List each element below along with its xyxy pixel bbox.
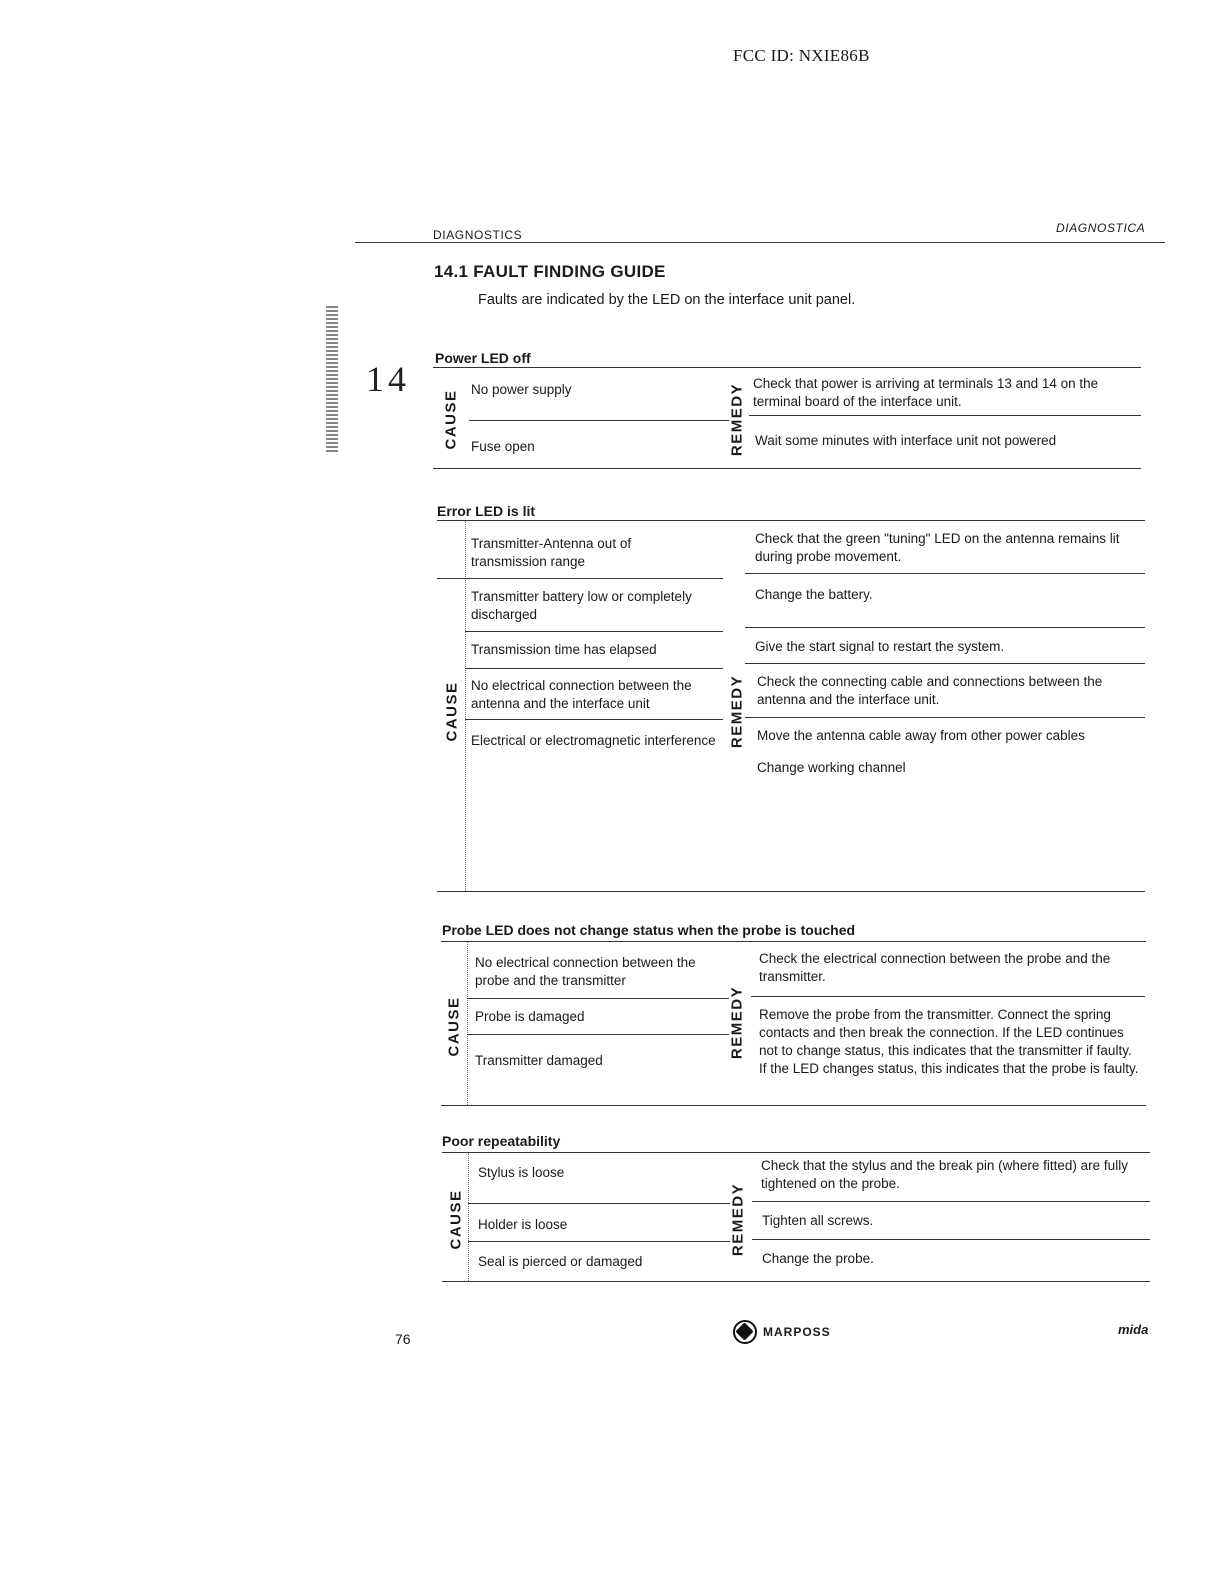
row-divider xyxy=(752,1239,1150,1240)
cause-label: CAUSE xyxy=(447,1189,465,1250)
row-divider xyxy=(745,717,1145,718)
remedy-item: Wait some minutes with interface unit not powered xyxy=(755,433,1057,448)
header-right-label: DIAGNOSTICA xyxy=(1056,221,1146,235)
margin-rule xyxy=(468,1153,470,1281)
remedy-item: Change the battery. xyxy=(755,587,873,602)
row-divider xyxy=(751,996,1145,997)
row-divider xyxy=(437,578,723,579)
cause-item: Fuse open xyxy=(471,439,535,454)
cause-label: CAUSE xyxy=(443,681,461,742)
header-rule xyxy=(355,242,1165,243)
page-number: 76 xyxy=(395,1331,411,1347)
probe-led-title: Probe LED does not change status when the probe is touched xyxy=(442,922,856,938)
row-divider xyxy=(752,1201,1150,1202)
cause-item: Transmission time has elapsed xyxy=(471,642,657,657)
remedy-item: Check the electrical connection between the probe and the transmitter. xyxy=(759,951,1111,984)
section-intro: Faults are indicated by the LED on the interface unit panel. xyxy=(478,292,856,308)
cause-item: Holder is loose xyxy=(478,1217,568,1232)
remedy-item: Change the probe. xyxy=(762,1251,874,1266)
model-name: mida xyxy=(1118,1322,1149,1337)
header-left-label: DIAGNOSTICS xyxy=(433,228,523,242)
chapter-tab-marker xyxy=(326,306,338,454)
margin-rule xyxy=(467,942,469,1105)
cause-item: Transmitter-Antenna out of transmission range xyxy=(471,536,632,569)
remedy-item: Check that the stylus and the break pin (where fitted) are fully tightened on the probe. xyxy=(761,1158,1128,1191)
error-led-title: Error LED is lit xyxy=(437,503,536,519)
remedy-label: REMEDY xyxy=(729,1182,747,1257)
probe-led-table xyxy=(441,941,1146,1106)
remedy-item: Check the connecting cable and connections between the antenna and the interface unit. xyxy=(757,674,1103,707)
row-divider xyxy=(745,573,1145,574)
remedy-item: Move the antenna cable away from other power cables xyxy=(757,728,1085,743)
power-led-table xyxy=(433,367,1141,469)
row-divider xyxy=(467,998,729,999)
row-divider xyxy=(469,420,729,421)
remedy-item: Remove the probe from the transmitter. Connect the spring contacts and then break the connection. If the LED continues not to change status, this indicates that the transmitter if faulty. If the LED changes status, this indicates that the probe is faulty. xyxy=(759,1007,1139,1076)
remedy-label: REMEDY xyxy=(728,985,746,1060)
row-divider xyxy=(465,668,723,669)
row-divider xyxy=(467,1034,729,1035)
remedy-item: Give the start signal to restart the system. xyxy=(755,639,1005,654)
repeatability-title: Poor repeatability xyxy=(442,1133,561,1149)
cause-item: Stylus is loose xyxy=(478,1165,565,1180)
remedy-label: REMEDY xyxy=(728,382,746,457)
cause-item: Transmitter damaged xyxy=(475,1053,603,1068)
cause-item: Electrical or electromagnetic interference xyxy=(471,733,716,748)
row-divider xyxy=(745,627,1145,628)
row-divider xyxy=(465,719,723,720)
cause-label: CAUSE xyxy=(442,389,460,450)
repeatability-table xyxy=(442,1152,1150,1282)
row-divider xyxy=(468,1241,730,1242)
error-led-table xyxy=(437,520,1145,892)
chapter-tab-number: 14 xyxy=(366,359,410,399)
cause-label: CAUSE xyxy=(445,996,463,1057)
cause-item: No electrical connection between the antenna and the interface unit xyxy=(471,678,692,711)
marposs-logo-icon xyxy=(733,1320,757,1344)
cause-item: No power supply xyxy=(471,382,572,397)
margin-rule xyxy=(465,521,467,891)
fcc-id: FCC ID: NXIE86B xyxy=(733,46,870,65)
remedy-item: Change working channel xyxy=(757,760,906,775)
row-divider xyxy=(745,663,1145,664)
power-led-title: Power LED off xyxy=(435,350,531,366)
cause-item: Transmitter battery low or completely discharged xyxy=(471,589,692,622)
remedy-item: Tighten all screws. xyxy=(762,1213,874,1228)
row-divider xyxy=(749,415,1141,416)
cause-item: Seal is pierced or damaged xyxy=(478,1254,643,1269)
row-divider xyxy=(468,1203,730,1204)
row-divider xyxy=(465,631,723,632)
cause-item: Probe is damaged xyxy=(475,1009,585,1024)
remedy-item: Check that the green "tuning" LED on the antenna remains lit during probe movement. xyxy=(755,531,1120,564)
brand-logo-block xyxy=(733,1320,831,1344)
remedy-label: REMEDY xyxy=(728,674,746,749)
section-title: 14.1 FAULT FINDING GUIDE xyxy=(434,262,666,281)
brand-name: MARPOSS xyxy=(763,1325,831,1339)
cause-item: No electrical connection between the probe and the transmitter xyxy=(475,955,696,988)
remedy-item: Check that power is arriving at terminals 13 and 14 on the terminal board of the interface unit. xyxy=(753,376,1099,409)
